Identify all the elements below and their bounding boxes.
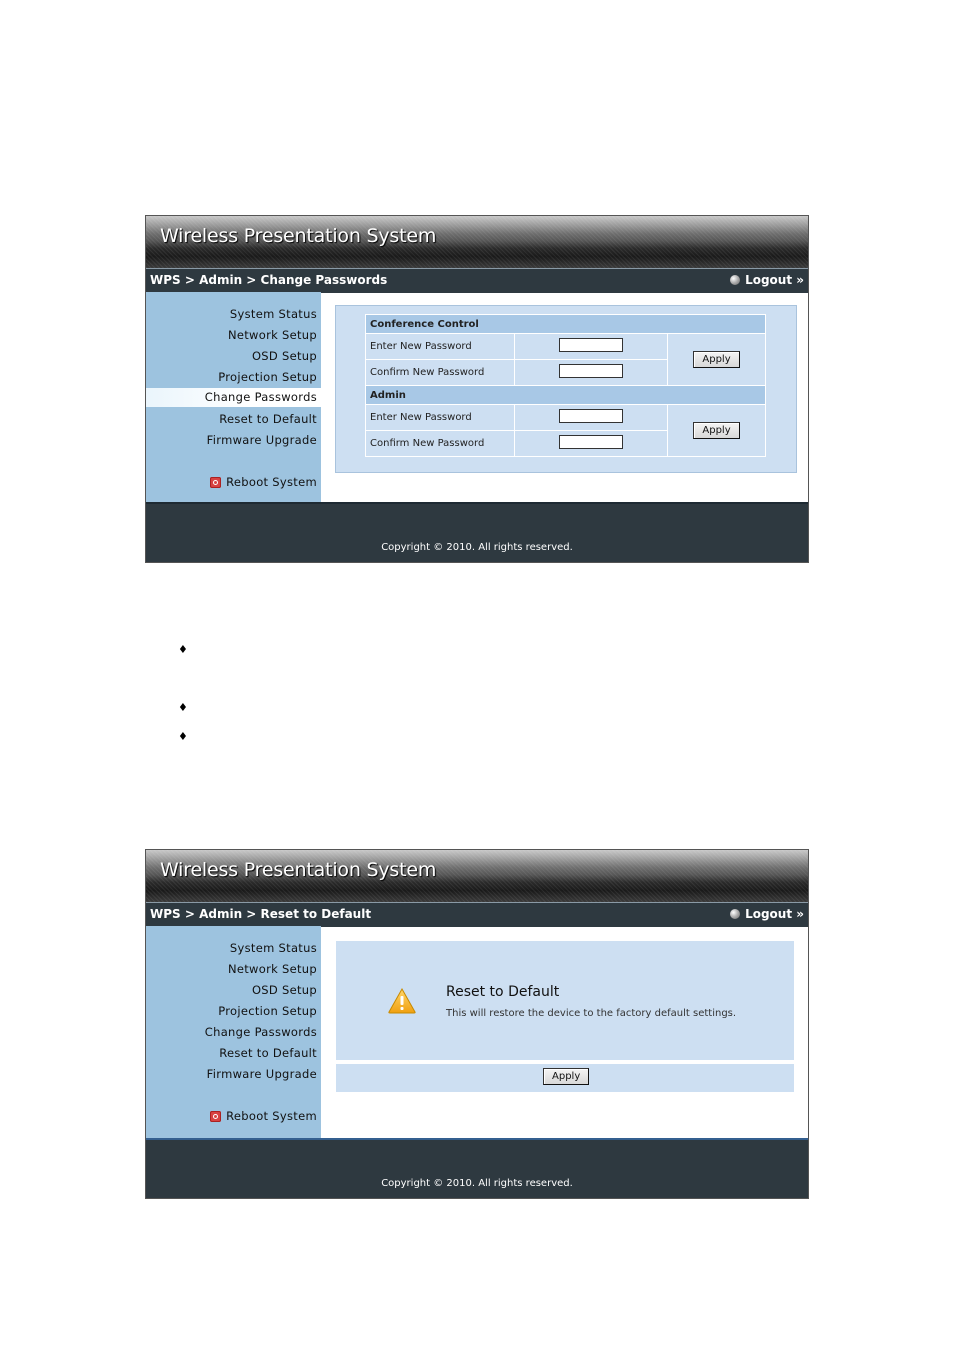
footer bbox=[146, 502, 808, 562]
sidebar-item-firmware-upgrade[interactable]: Firmware Upgrade bbox=[206, 1067, 317, 1081]
warning-icon bbox=[388, 988, 416, 1014]
reboot-system-button[interactable] bbox=[210, 1109, 317, 1123]
conference-apply-button[interactable]: Apply bbox=[693, 351, 739, 368]
navbar bbox=[146, 902, 808, 927]
footer bbox=[146, 1138, 808, 1198]
reboot-label: Reboot System bbox=[226, 475, 317, 489]
reset-description: This will restore the device to the factory default settings. bbox=[446, 1008, 737, 1019]
sidebar-item-network-setup[interactable]: Network Setup bbox=[227, 328, 317, 342]
reboot-system-button[interactable] bbox=[210, 475, 317, 489]
table-row bbox=[366, 405, 766, 431]
sidebar-item-network-setup[interactable]: Network Setup bbox=[227, 962, 317, 976]
sidebar bbox=[146, 926, 321, 1139]
sidebar-item-firmware-upgrade[interactable]: Firmware Upgrade bbox=[206, 433, 317, 447]
table-row bbox=[366, 334, 766, 360]
sidebar bbox=[146, 292, 321, 505]
bullet-marker: ♦ bbox=[178, 643, 188, 656]
power-icon bbox=[210, 1111, 221, 1122]
banner bbox=[146, 216, 808, 268]
section-header-admin bbox=[366, 386, 766, 405]
logout-icon bbox=[730, 275, 740, 285]
admin-confirm-password-input[interactable] bbox=[559, 435, 623, 449]
banner bbox=[146, 850, 808, 902]
power-icon bbox=[210, 477, 221, 488]
breadcrumb: WPS > Admin > Change Passwords bbox=[150, 273, 388, 287]
logout-label: Logout » bbox=[745, 907, 804, 921]
sidebar-item-projection-setup[interactable]: Projection Setup bbox=[218, 1004, 317, 1018]
logout-icon bbox=[730, 909, 740, 919]
copyright: Copyright © 2010. All rights reserved. bbox=[381, 542, 573, 553]
reboot-label: Reboot System bbox=[226, 1109, 317, 1123]
conference-new-password-input[interactable] bbox=[559, 338, 623, 352]
change-passwords-screenshot bbox=[145, 215, 809, 563]
sidebar-item-projection-setup[interactable]: Projection Setup bbox=[218, 370, 317, 384]
admin-new-password-input[interactable] bbox=[559, 409, 623, 423]
password-table bbox=[365, 314, 766, 457]
sidebar-item-system-status[interactable]: System Status bbox=[229, 941, 317, 955]
section-title: Conference Control bbox=[366, 315, 766, 334]
reset-button-bar bbox=[336, 1064, 794, 1092]
conference-confirm-password-input[interactable] bbox=[559, 364, 623, 378]
field-label: Enter New Password bbox=[366, 405, 515, 431]
field-label: Confirm New Password bbox=[366, 360, 515, 386]
section-header-conference-control bbox=[366, 315, 766, 334]
copyright: Copyright © 2010. All rights reserved. bbox=[381, 1178, 573, 1189]
sidebar-item-reset-to-default[interactable]: Reset to Default bbox=[219, 1046, 317, 1060]
sidebar-item-osd-setup[interactable]: OSD Setup bbox=[251, 983, 317, 997]
bullet-marker: ♦ bbox=[178, 730, 188, 743]
reset-to-default-screenshot bbox=[145, 849, 809, 1199]
breadcrumb: WPS > Admin > Reset to Default bbox=[150, 907, 372, 921]
section-title: Admin bbox=[366, 386, 766, 405]
sidebar-item-osd-setup[interactable]: OSD Setup bbox=[251, 349, 317, 363]
navbar bbox=[146, 268, 808, 293]
field-label: Confirm New Password bbox=[366, 431, 515, 457]
logout-label: Logout » bbox=[745, 273, 804, 287]
reset-title: Reset to Default bbox=[446, 984, 560, 1000]
sidebar-item-change-passwords[interactable]: Change Passwords bbox=[204, 1025, 317, 1039]
field-label: Enter New Password bbox=[366, 334, 515, 360]
app-title: Wireless Presentation System bbox=[160, 225, 437, 247]
logout-link[interactable] bbox=[730, 273, 804, 287]
sidebar-item-reset-to-default[interactable]: Reset to Default bbox=[219, 412, 317, 426]
app-title: Wireless Presentation System bbox=[160, 859, 437, 881]
sidebar-item-system-status[interactable]: System Status bbox=[229, 307, 317, 321]
reset-info-box bbox=[336, 941, 794, 1062]
reset-apply-button[interactable]: Apply bbox=[543, 1068, 589, 1085]
logout-link[interactable] bbox=[730, 907, 804, 921]
password-form bbox=[335, 305, 797, 473]
admin-apply-button[interactable]: Apply bbox=[693, 422, 739, 439]
sidebar-item-change-passwords[interactable]: Change Passwords bbox=[146, 388, 321, 407]
bullet-marker: ♦ bbox=[178, 701, 188, 714]
